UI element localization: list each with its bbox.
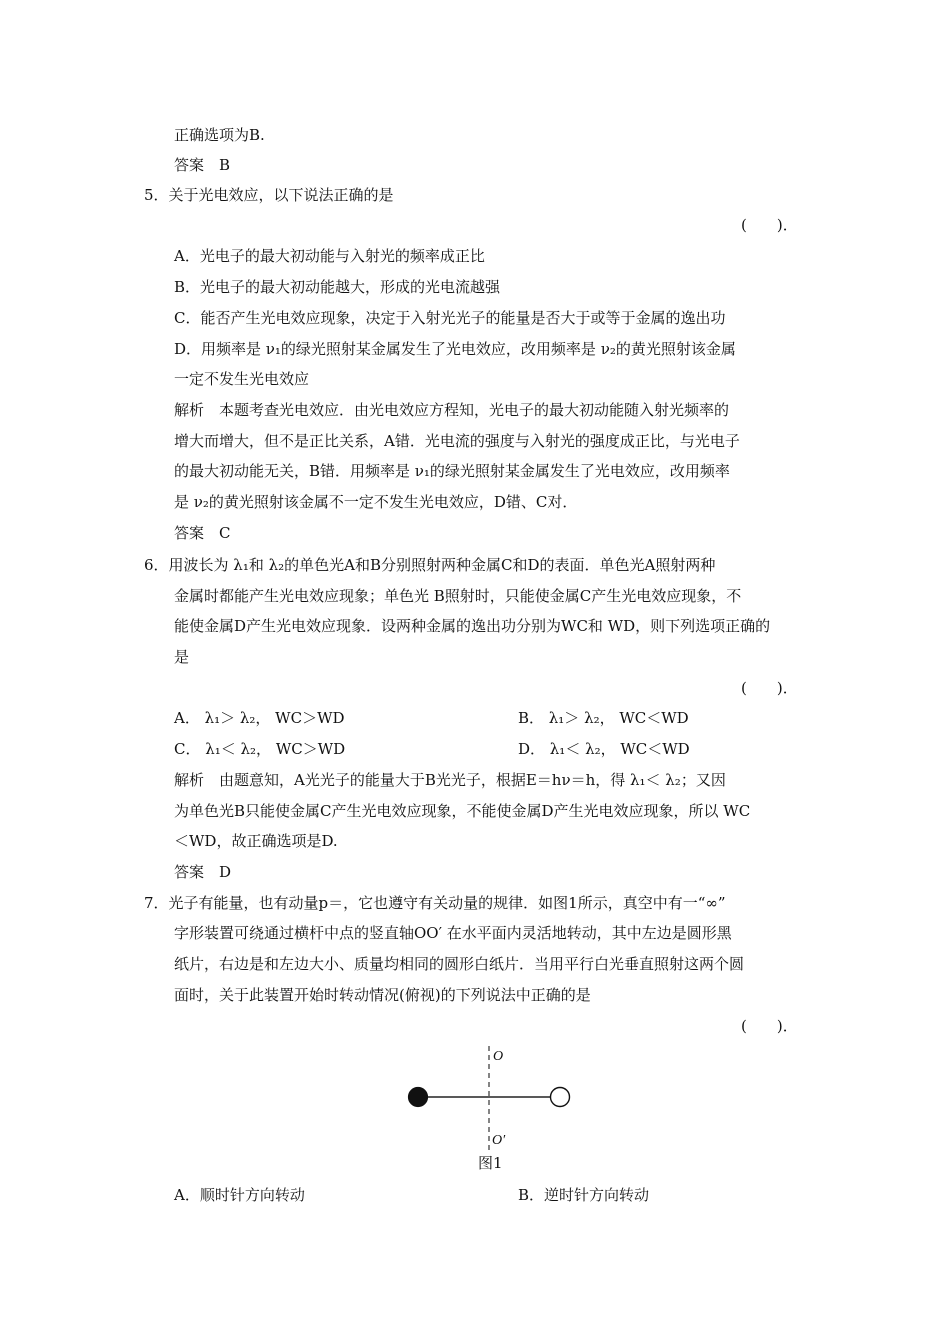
q6-answer: 答案 D: [174, 863, 232, 881]
axis-label-o: O: [493, 1049, 504, 1064]
axis-label-o-prime: O′: [492, 1133, 506, 1148]
q5-option-c: C．能否产生光电效应现象，决定于入射光光子的能量是否大于或等于金属的逸出功: [174, 309, 726, 327]
q5-answer: 答案 C: [174, 524, 231, 542]
q5-option-a: A．光电子的最大初动能与入射光的频率成正比: [174, 247, 485, 265]
q7-option-a: A．顺时针方向转动: [174, 1186, 305, 1204]
q6-analysis-line1: 解析 由题意知，A光光子的能量大于B光光子，根据E＝hν＝h，得 λ₁＜ λ₂；又因: [174, 771, 726, 789]
q6-option-d: D． λ₁＜ λ₂， WC＜WD: [518, 740, 690, 758]
figure-caption: 图1: [478, 1154, 503, 1172]
q6-stem-line1: 6．用波长为 λ₁和 λ₂的单色光A和B分别照射两种金属C和D的表面．单色光A照射两种: [144, 556, 716, 574]
q6-stem-line4: 是: [174, 648, 190, 666]
q7-stem-line2: 字形装置可绕通过横杆中点的竖直轴OO′ 在水平面内灵活地转动，其中左边是圆形黑: [174, 924, 732, 942]
q5-answer-paren: ( )．: [741, 216, 798, 234]
q7-stem-line4: 面时，关于此装置开始时转动情况(俯视)的下列说法中正确的是: [174, 986, 591, 1004]
q5-option-b: B．光电子的最大初动能越大，形成的光电流越强: [174, 278, 501, 296]
q6-option-b: B． λ₁＞ λ₂， WC＜WD: [518, 709, 689, 727]
q5-analysis-line2: 增大而增大，但不是正比关系，A错．光电流的强度与入射光的强度成正比，与光电子: [174, 432, 740, 450]
q5-option-d-line2: 一定不发生光电效应: [174, 370, 310, 388]
black-disc: [409, 1088, 428, 1107]
q7-option-b: B．逆时针方向转动: [518, 1186, 650, 1204]
q5-option-d-line1: D．用频率是 ν₁的绿光照射某金属发生了光电效应，改用频率是 ν₂的黄光照射该金属: [174, 340, 736, 358]
q6-answer-paren: ( )．: [741, 679, 798, 697]
q6-stem-line2: 金属时都能产生光电效应现象；单色光 B照射时，只能使金属C产生光电效应现象，不: [174, 587, 742, 605]
q6-stem-line3: 能使金属D产生光电效应现象．设两种金属的逸出功分别为WC和 WD，则下列选项正确的: [174, 617, 771, 635]
q5-stem: 5．关于光电效应，以下说法正确的是: [144, 186, 394, 204]
q6-option-a: A． λ₁＞ λ₂， WC＞WD: [174, 709, 345, 727]
q5-analysis-line1: 解析 本题考查光电效应．由光电效应方程知，光电子的最大初动能随入射光频率的: [174, 401, 730, 419]
q7-stem-line3: 纸片，右边是和左边大小、质量均相同的圆形白纸片．当用平行白光垂直照射这两个圆: [174, 955, 745, 973]
prev-answer: 答案 B: [174, 156, 231, 174]
q7-answer-paren: ( )．: [741, 1017, 798, 1035]
q5-analysis-line4: 是 ν₂的黄光照射该金属不一定不发生光电效应，D错、C对．: [174, 493, 578, 511]
q6-analysis-line3: ＜WD，故正确选项是D.: [174, 832, 338, 850]
q5-analysis-line3: 的最大初动能无关，B错．用频率是 ν₁的绿光照射某金属发生了光电效应，改用频率: [174, 462, 730, 480]
q7-stem-line1: 7．光子有能量，也有动量p＝，它也遵守有关动量的规律．如图1所示，真空中有一“∞”: [144, 894, 726, 912]
q6-option-c: C． λ₁＜ λ₂， WC＞WD: [174, 740, 346, 758]
white-disc: [551, 1088, 570, 1107]
q6-analysis-line2: 为单色光B只能使金属C产生光电效应现象，不能使金属D产生光电效应现象，所以 WC: [174, 802, 751, 820]
prev-conclusion: 正确选项为B.: [174, 126, 265, 144]
